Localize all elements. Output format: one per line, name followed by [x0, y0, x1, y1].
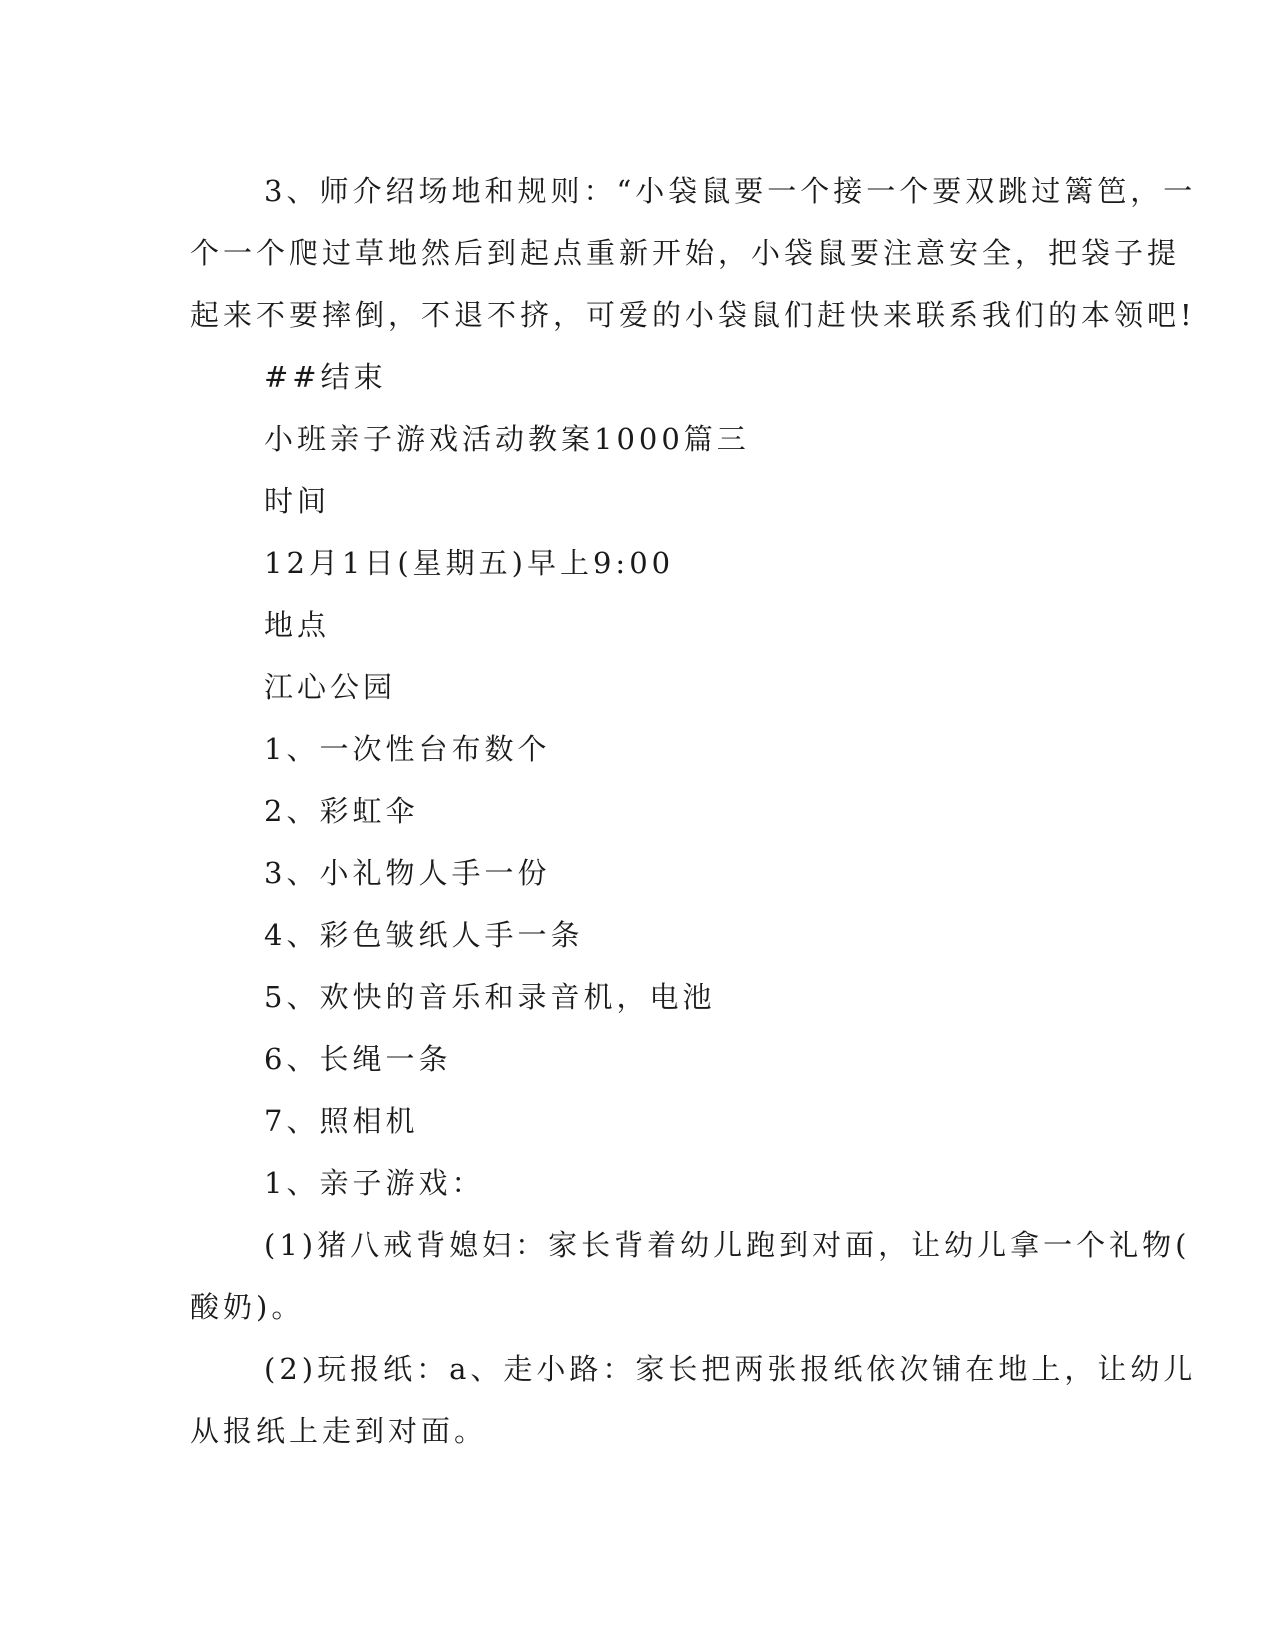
- location-heading: 地点: [264, 608, 331, 642]
- paragraph-rules-line-1: 3、师介绍场地和规则：“小袋鼠要一个接一个要双跳过篱笆，一: [264, 174, 1197, 208]
- paragraph-rules-line-2: 个一个爬过草地然后到起点重新开始，小袋鼠要注意安全，把袋子提: [190, 236, 1181, 270]
- activity-1-line-2: 酸奶)。: [190, 1290, 305, 1324]
- section-title: 小班亲子游戏活动教案1000篇三: [264, 422, 750, 456]
- paragraph-rules-line-3: 起来不要摔倒，不退不挤，可爱的小袋鼠们赶快来联系我们的本领吧!: [190, 298, 1196, 332]
- activity-2-line-2: 从报纸上走到对面。: [190, 1414, 488, 1448]
- document-body: [190, 160, 1197, 1462]
- section-end-marker: ##结束: [264, 360, 387, 394]
- list-item: 4、彩色皱纸人手一条: [264, 918, 584, 952]
- list-item: 5、欢快的音乐和录音机，电池: [264, 980, 716, 1014]
- list-item: 6、长绳一条: [264, 1042, 452, 1076]
- time-value: 12月1日(星期五)早上9:00: [264, 546, 675, 580]
- list-item: 2、彩虹伞: [264, 794, 419, 828]
- time-heading: 时间: [264, 484, 331, 518]
- location-value: 江心公园: [264, 670, 397, 704]
- list-item: 1、一次性台布数个: [264, 732, 551, 766]
- activity-heading: 1、亲子游戏：: [264, 1166, 485, 1200]
- activity-1-line-1: (1)猪八戒背媳妇：家长背着幼儿跑到对面，让幼儿拿一个礼物(: [264, 1228, 1191, 1262]
- list-item: 7、照相机: [264, 1104, 419, 1138]
- activity-2-line-1: (2)玩报纸：a、走小路：家长把两张报纸依次铺在地上，让幼儿: [264, 1352, 1197, 1386]
- list-item: 3、小礼物人手一份: [264, 856, 551, 890]
